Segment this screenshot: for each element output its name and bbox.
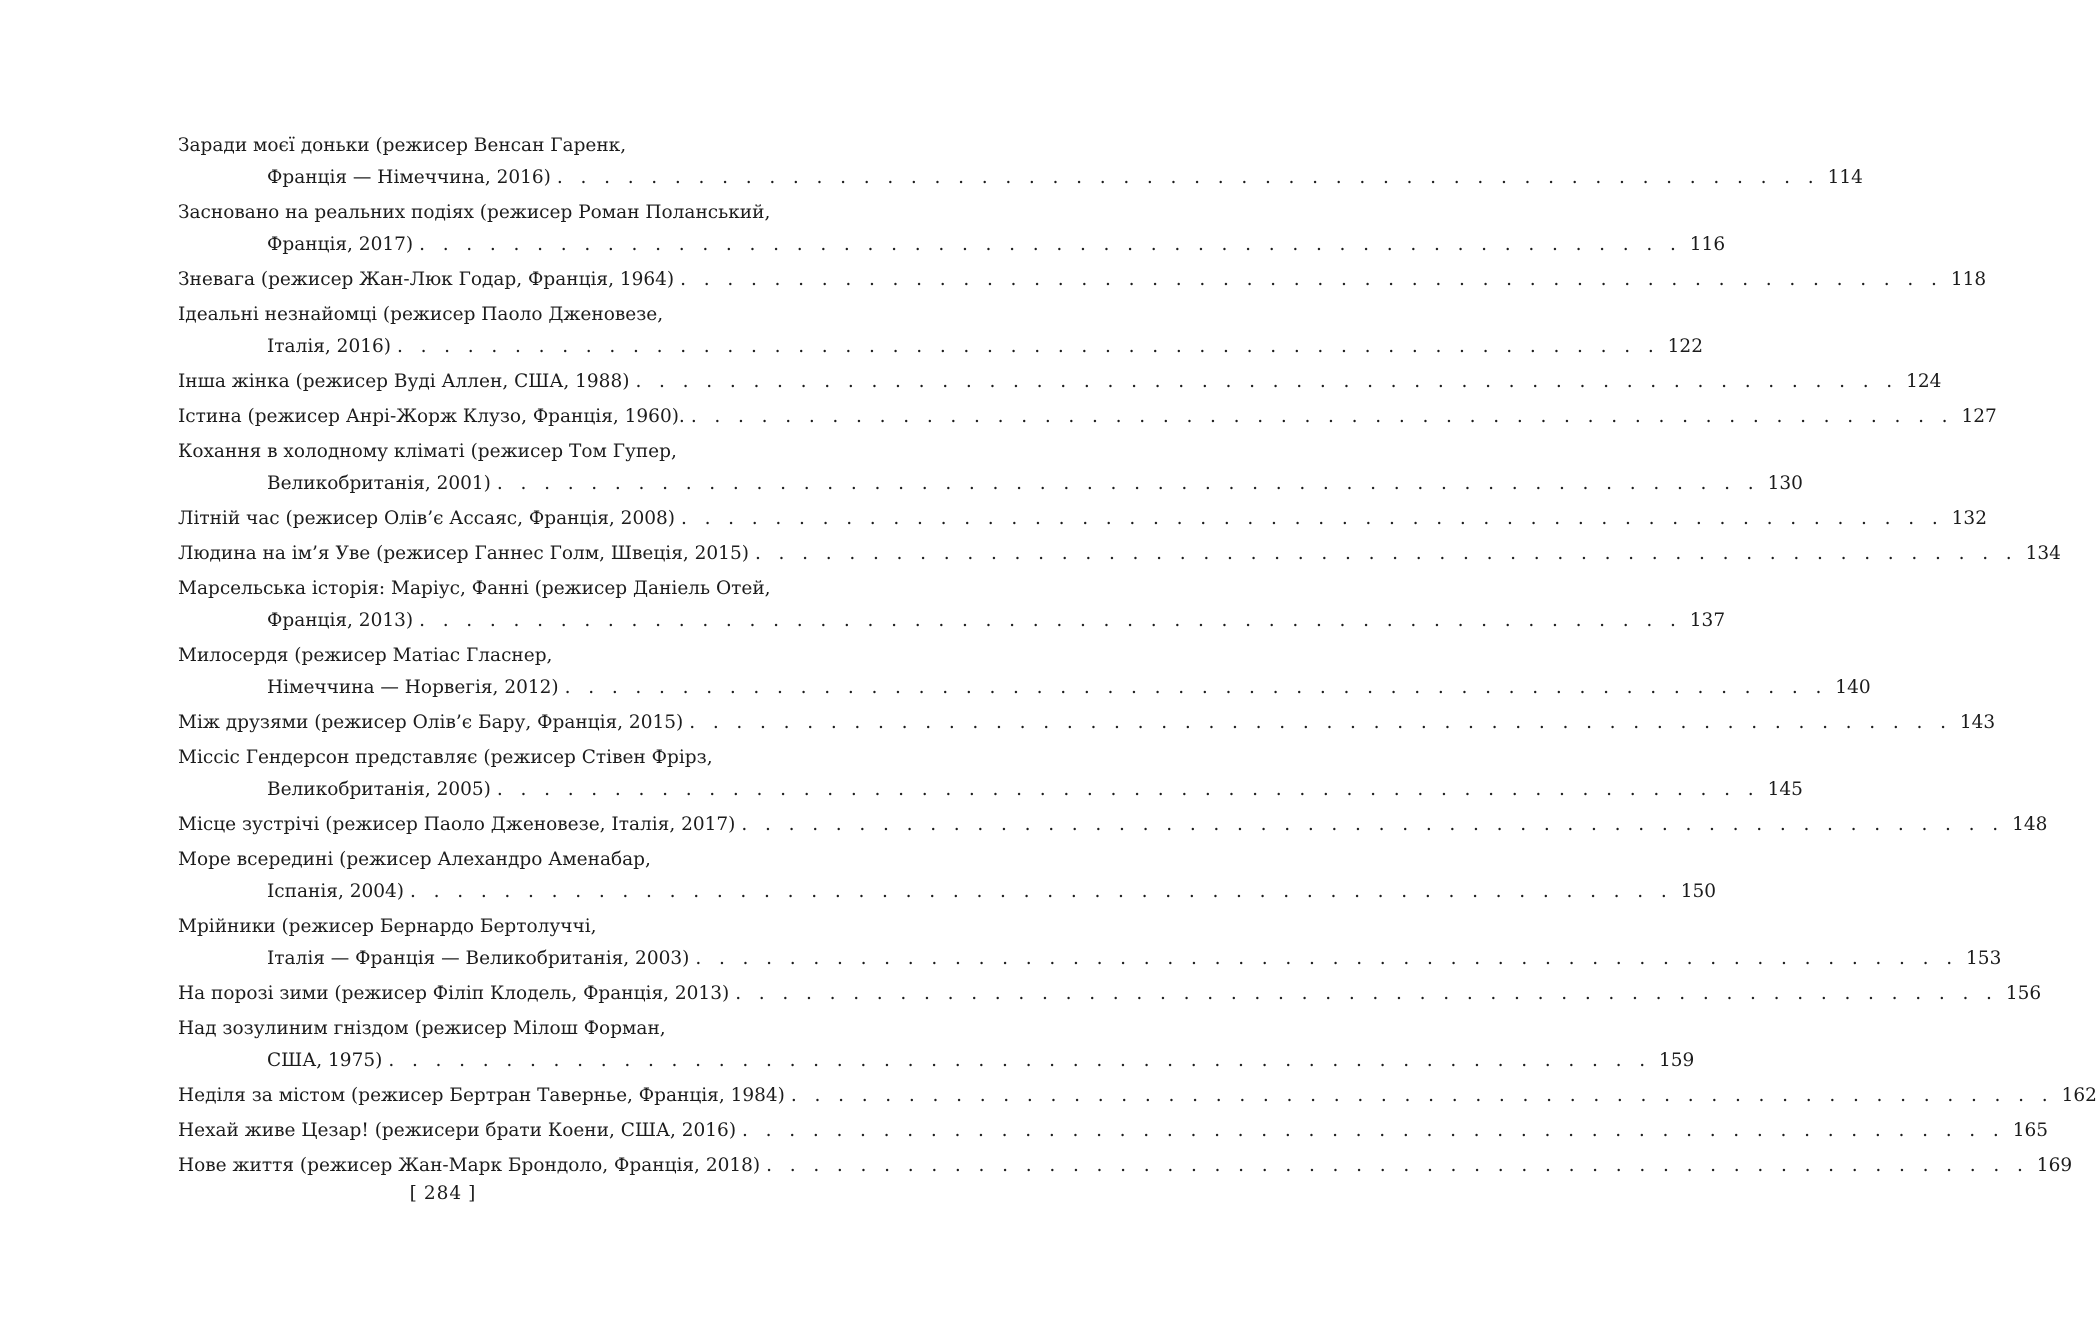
toc-entry-row [178,401,1997,433]
toc-page-number: 134 [2025,543,2061,564]
toc-entry-title: Засновано на реальних подіях (режисер Роман Поланський, [178,202,771,223]
toc-page-number: 127 [1961,406,1997,427]
toc-entry-continuation: Франція, 2017) [267,234,414,255]
toc-entry-row [178,468,1803,500]
footer-page-number: 284 [423,1183,463,1204]
toc-entry-title: Між друзями (режисер Олів’є Бару, Франція, 2015) [178,712,684,733]
dot-leader: . . . . . . . . . . . . . . . . . . . . . . . . . . . . . . . . . . . . . . . . . . . . . . . . . . . . . . [419,610,1682,631]
toc-entry-title: Літній час (режисер Олів’є Ассаяс, Франція, 2008) [178,508,675,529]
table-of-contents [178,130,2097,1185]
dot-leader: . . . . . . . . . . . . . . . . . . . . . . . . . . . . . . . . . . . . . . . . . . . . . . . . . . . . . . [635,371,1899,392]
toc-page-number: 143 [1959,712,1996,733]
toc-entry-title: Місце зустрічі (режисер Паоло Дженовезе, Італія, 2017) [178,814,736,835]
toc-entry-title: Мрійники (режисер Бернардо Бертолуччі, [178,916,597,937]
toc-page-number: 145 [1767,779,1803,800]
toc-page-number: 150 [1680,881,1716,902]
toc-entry [178,1080,2097,1112]
toc-page-number: 159 [1659,1050,1695,1071]
toc-entry-continuation: Великобританія, 2001) [267,473,491,494]
dot-leader: . . . . . . . . . . . . . . . . . . . . . . . . . . . . . . . . . . . . . . . . . . . . . . . . . . . . . . [680,508,1944,529]
toc-page-number: 130 [1767,473,1803,494]
toc-entry-row [178,366,1942,398]
dot-leader: . . . . . . . . . . . . . . . . . . . . . . . . . . . . . . . . . . . . . . . . . . . . . . . . . . . . . . [496,779,1760,800]
toc-entry [178,911,2002,975]
toc-entry [178,844,1716,908]
dot-leader: . . . . . . . . . . . . . . . . . . . . . . . . . . . . . . . . . . . . . . . . . . . . . . . . . . . . . . [388,1050,1652,1071]
toc-entry-row [178,774,1803,806]
toc-entry [178,264,1987,296]
toc-entry-row [178,876,1716,908]
toc-entry-continuation: Італія — Франція — Великобританія, 2003) [267,948,690,969]
dot-leader: . . . . . . . . . . . . . . . . . . . . . . . . . . . . . . . . . . . . . . . . . . . . . . . . . . . . . . [496,473,1760,494]
toc-entry-title: Кохання в холодному кліматі (режисер Том Гупер, [178,441,677,462]
toc-entry-row [178,943,2002,975]
toc-entry [178,573,1726,637]
toc-entry-title: Ідеальні незнайомці (режисер Паоло Дженовезе, [178,304,664,325]
toc-page-number: 118 [1950,269,1987,290]
dot-leader: . . . . . . . . . . . . . . . . . . . . . . . . . . . . . . . . . . . . . . . . . . . . . . . . . . . . . . [690,406,1954,427]
dot-leader: . . . . . . . . . . . . . . . . . . . . . . . . . . . . . . . . . . . . . . . . . . . . . . . . . . . . . . [419,234,1682,255]
toc-entry-row [178,1150,2073,1182]
toc-entry-continuation: Франція, 2013) [267,610,414,631]
toc-entry [178,401,1997,433]
toc-entry [178,1150,2073,1182]
dot-leader: . . . . . . . . . . . . . . . . . . . . . . . . . . . . . . . . . . . . . . . . . . . . . . . . . . . . . . [790,1085,2054,1106]
dot-leader: . . . . . . . . . . . . . . . . . . . . . . . . . . . . . . . . . . . . . . . . . . . . . . . . . . . . . . [396,336,1660,357]
dot-leader: . . . . . . . . . . . . . . . . . . . . . . . . . . . . . . . . . . . . . . . . . . . . . . . . . . . . . . [556,167,1820,188]
toc-entry [178,299,1703,363]
dot-leader: . . . . . . . . . . . . . . . . . . . . . . . . . . . . . . . . . . . . . . . . . . . . . . . . . . . . . . [766,1155,2029,1176]
toc-page-number: 140 [1835,677,1871,698]
toc-entry-row [178,1080,2097,1112]
toc-entry-title: Нехай живе Цезар! (режисери брати Коени, США, 2016) [178,1120,737,1141]
toc-page-number: 124 [1906,371,1942,392]
toc-entry-row [178,162,1863,194]
toc-entry-row [178,1045,1695,1077]
toc-entry-title: Істина (режисер Анрі-Жорж Клузо, Франція, 1960). [178,406,685,427]
toc-entry-row [178,978,2042,1010]
toc-entry-row [178,538,2061,570]
toc-entry-title: Над зозулиним гніздом (режисер Мілош Форман, [178,1018,666,1039]
toc-entry [178,978,2042,1010]
toc-page-number: 122 [1667,336,1703,357]
toc-page-number: 169 [2036,1155,2073,1176]
toc-entry-title: Зневага (режисер Жан-Люк Годар, Франція, 1964) [178,269,675,290]
toc-entry-continuation: США, 1975) [267,1050,383,1071]
toc-page-number: 165 [2012,1120,2049,1141]
toc-entry-row [178,1115,2049,1147]
toc-entry [178,503,1987,535]
toc-entry [178,707,1996,739]
toc-entry-continuation: Франція — Німеччина, 2016) [267,167,551,188]
toc-entry-title: Марсельська історія: Маріус, Фанні (режисер Даніель Отей, [178,578,771,599]
toc-entry-title: Людина на ім’я Уве (режисер Ганнес Голм, Швеція, 2015) [178,543,749,564]
toc-entry-title: Море всередині (режисер Алехандро Аменабар, [178,849,651,870]
toc-entry-continuation: Іспанія, 2004) [267,881,405,902]
dot-leader: . . . . . . . . . . . . . . . . . . . . . . . . . . . . . . . . . . . . . . . . . . . . . . . . . . . . . . [689,712,1952,733]
toc-entry-row [178,809,2048,841]
toc-entry [178,436,1803,500]
dot-leader: . . . . . . . . . . . . . . . . . . . . . . . . . . . . . . . . . . . . . . . . . . . . . . . . . . . . . . [735,983,1998,1004]
footer-close-bracket: ] [468,1183,477,1204]
dot-leader: . . . . . . . . . . . . . . . . . . . . . . . . . . . . . . . . . . . . . . . . . . . . . . . . . . . . . . [564,677,1828,698]
toc-entry [178,640,1871,704]
toc-entry-row [178,672,1871,704]
toc-entry-row [178,264,1987,296]
dot-leader: . . . . . . . . . . . . . . . . . . . . . . . . . . . . . . . . . . . . . . . . . . . . . . . . . . . . . . [680,269,1943,290]
toc-entry [178,742,1803,806]
toc-page-number: 114 [1827,167,1863,188]
dot-leader: . . . . . . . . . . . . . . . . . . . . . . . . . . . . . . . . . . . . . . . . . . . . . . . . . . . . . . [695,948,1959,969]
dot-leader: . . . . . . . . . . . . . . . . . . . . . . . . . . . . . . . . . . . . . . . . . . . . . . . . . . . . . . [741,814,2005,835]
toc-page-number: 156 [2005,983,2042,1004]
toc-entry-title: Нове життя (режисер Жан-Марк Брондоло, Франція, 2018) [178,1155,761,1176]
dot-leader: . . . . . . . . . . . . . . . . . . . . . . . . . . . . . . . . . . . . . . . . . . . . . . . . . . . . . . [754,543,2018,564]
toc-entry-continuation: Італія, 2016) [267,336,391,357]
toc-entry-row [178,707,1996,739]
toc-entry-title: На порозі зими (режисер Філіп Клодель, Франція, 2013) [178,983,730,1004]
toc-entry-continuation: Великобританія, 2005) [267,779,491,800]
toc-entry-continuation: Німеччина — Норвегія, 2012) [267,677,559,698]
toc-entry-row [178,605,1726,637]
toc-page-number: 153 [1966,948,2002,969]
page-footer [0,1183,886,1204]
toc-page-number: 116 [1689,234,1726,255]
toc-entry [178,1115,2049,1147]
toc-entry-title: Милосердя (режисер Матіас Гласнер, [178,645,553,666]
toc-entry [178,1013,1695,1077]
toc-entry [178,809,2048,841]
dot-leader: . . . . . . . . . . . . . . . . . . . . . . . . . . . . . . . . . . . . . . . . . . . . . . . . . . . . . . [410,881,1673,902]
toc-entry [178,366,1942,398]
footer-open-bracket: [ [409,1183,418,1204]
toc-entry-title: Міссіс Гендерсон представляє (режисер Стівен Фрірз, [178,747,713,768]
toc-entry-title: Заради моєї доньки (режисер Венсан Гаренк, [178,135,627,156]
toc-entry-row [178,229,1726,261]
toc-entry [178,130,1863,194]
dot-leader: . . . . . . . . . . . . . . . . . . . . . . . . . . . . . . . . . . . . . . . . . . . . . . . . . . . . . . [742,1120,2005,1141]
toc-entry [178,538,2061,570]
toc-page-number: 132 [1951,508,1987,529]
toc-entry-row [178,331,1703,363]
toc-entry-title: Неділя за містом (режисер Бертран Тавернье, Франція, 1984) [178,1085,785,1106]
toc-page-number: 148 [2012,814,2048,835]
toc-entry [178,197,1726,261]
toc-page-number: 162 [2061,1085,2097,1106]
toc-entry-row [178,503,1987,535]
toc-entry-title: Інша жінка (режисер Вуді Аллен, США, 1988) [178,371,630,392]
toc-page-number: 137 [1689,610,1726,631]
